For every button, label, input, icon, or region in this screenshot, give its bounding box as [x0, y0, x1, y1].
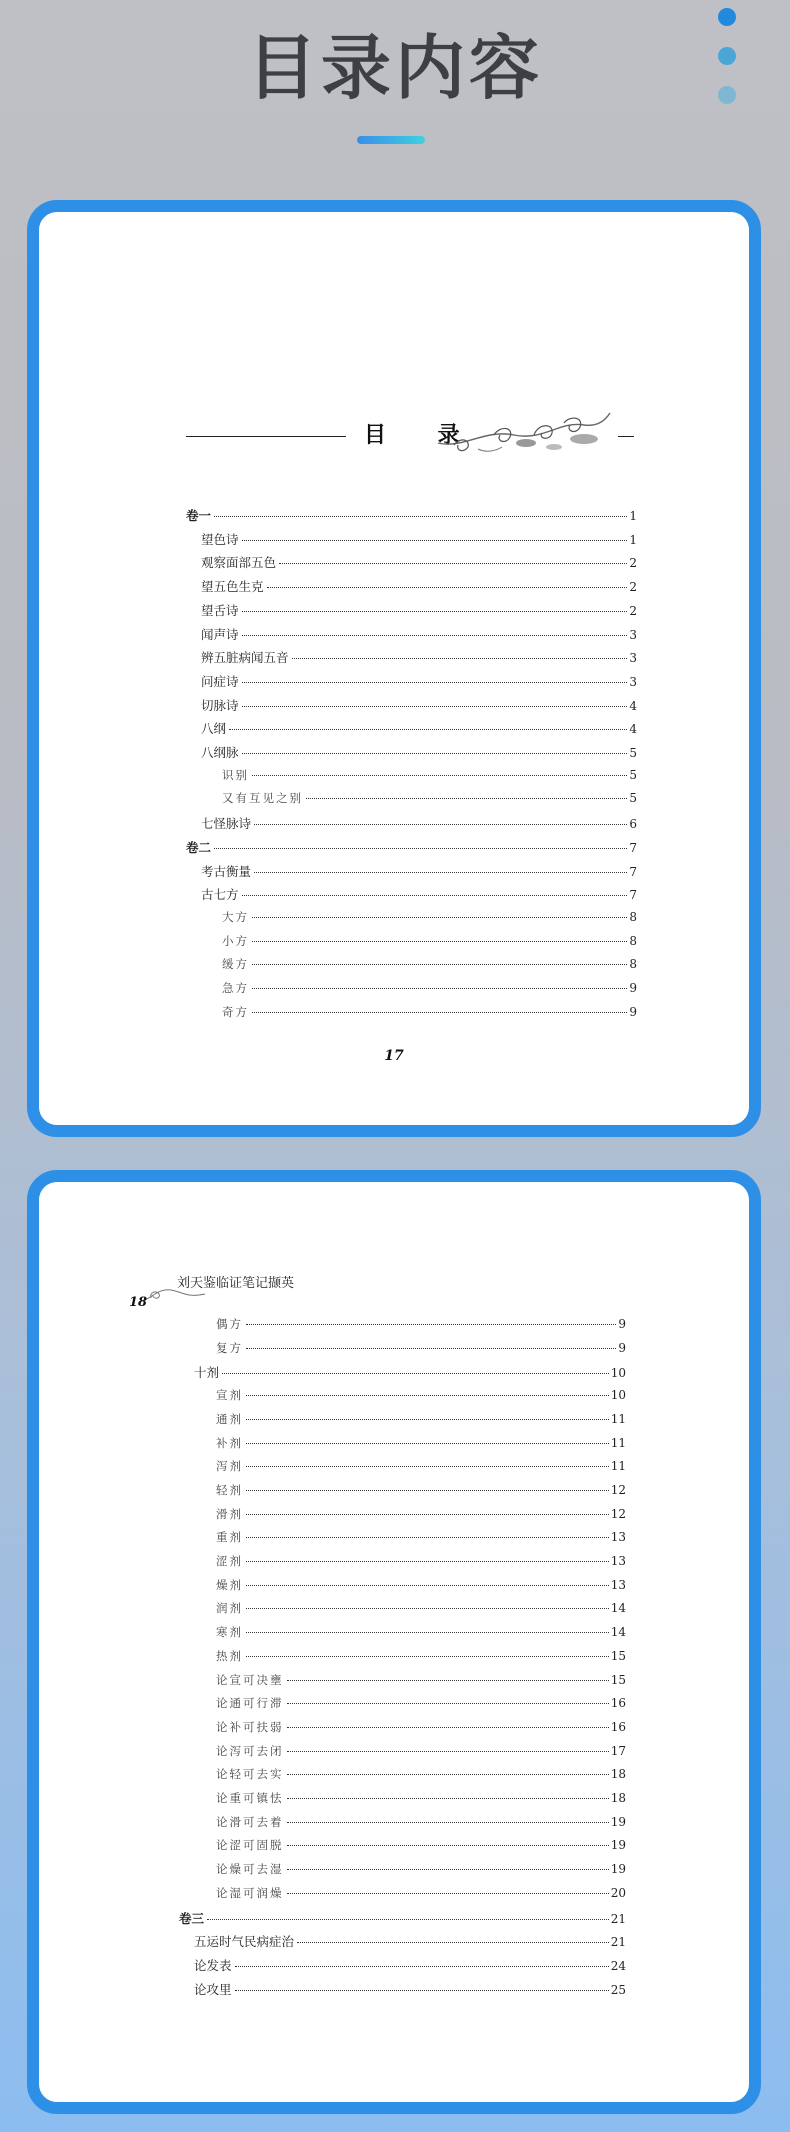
toc-entry-title: 又有互见之别 — [222, 791, 303, 806]
toc-entry — [216, 1411, 626, 1429]
toc-entry — [216, 1624, 626, 1642]
toc-entry-page: 21 — [610, 1911, 626, 1926]
floral-ornament-icon — [434, 409, 614, 457]
toc-entry-title: 古七方 — [201, 887, 239, 903]
dot-leader — [246, 1561, 609, 1562]
toc-entry-page: 12 — [610, 1482, 626, 1497]
toc-entry-page: 8 — [629, 933, 637, 948]
toc-entry-title: 偶方 — [216, 1317, 243, 1331]
toc-entry — [201, 885, 637, 903]
toc-entry — [179, 1909, 626, 1927]
dot-leader — [287, 1798, 609, 1799]
toc-entry-title: 八纲脉 — [201, 745, 239, 760]
toc-entry — [201, 719, 637, 737]
toc-entry-title: 论湿可润燥 — [216, 1885, 284, 1900]
dot-leader — [287, 1845, 609, 1846]
toc-entry — [222, 933, 637, 951]
toc-entry-page: 9 — [629, 981, 637, 995]
toc-entry-title: 通剂 — [216, 1411, 243, 1426]
toc-entry — [216, 1600, 626, 1618]
dot-leader — [242, 635, 628, 636]
toc-entry-page: 1 — [629, 509, 637, 523]
toc-entry — [194, 1363, 626, 1381]
toc-title: 目 录 — [364, 423, 482, 448]
toc-entry — [201, 625, 637, 643]
dot-leader — [222, 1373, 609, 1374]
toc-entry-title: 望色诗 — [201, 531, 239, 547]
header-rule-right — [618, 436, 634, 437]
toc-entry — [216, 1695, 626, 1713]
toc-entry — [222, 956, 637, 974]
toc-entry — [222, 1004, 637, 1022]
dot-3 — [718, 86, 736, 104]
dot-leader — [297, 1942, 609, 1943]
dot-leader — [242, 706, 628, 707]
toc-entry — [216, 1814, 626, 1832]
toc-entry-page: 3 — [629, 627, 637, 642]
toc-entry-title: 识别 — [222, 767, 249, 782]
toc-entry-page: 13 — [610, 1577, 626, 1592]
toc-entry-page: 14 — [610, 1625, 626, 1640]
toc-entry-title: 轻剂 — [216, 1482, 243, 1497]
toc-entry — [194, 1932, 626, 1950]
dot-leader — [287, 1680, 609, 1681]
dot-leader — [306, 798, 627, 799]
dot-leader — [246, 1608, 609, 1609]
toc-entry — [216, 1885, 626, 1903]
dot-leader — [287, 1893, 609, 1894]
dot-leader — [246, 1395, 609, 1396]
toc-entry-page: 18 — [610, 1791, 626, 1805]
toc-entry-page: 19 — [610, 1862, 626, 1877]
toc-entry — [201, 601, 637, 619]
dot-leader — [246, 1632, 609, 1633]
toc-entry — [216, 1648, 626, 1666]
toc-entry-page: 7 — [629, 864, 637, 879]
dot-leader — [229, 729, 627, 730]
toc-entry-title: 论发表 — [194, 1957, 232, 1973]
toc-entry — [216, 1553, 626, 1571]
dot-leader — [246, 1656, 609, 1657]
toc-entry — [201, 862, 637, 880]
toc-entry-title: 切脉诗 — [201, 697, 239, 713]
toc-page-card-2 — [27, 1170, 761, 2114]
toc-entry-title: 论攻里 — [194, 1981, 232, 1997]
toc-entry-page: 17 — [610, 1743, 626, 1758]
toc-entry-title: 辨五脏病闻五音 — [201, 650, 289, 666]
toc-entry-page: 2 — [629, 603, 637, 618]
toc-entry — [216, 1577, 626, 1595]
toc-entry — [201, 577, 637, 595]
dot-leader — [252, 917, 627, 918]
toc-entry — [222, 790, 637, 808]
toc-entry-title: 考古衡量 — [201, 863, 252, 879]
dot-leader — [279, 563, 627, 564]
toc-entry-title: 卷三 — [179, 1910, 205, 1926]
toc-entry-page: 15 — [610, 1648, 626, 1663]
dot-leader — [235, 1966, 609, 1967]
dot-leader — [287, 1774, 609, 1775]
toc-header — [186, 407, 636, 467]
dot-leader — [287, 1822, 609, 1823]
toc-entry-title: 奇方 — [222, 1004, 249, 1019]
toc-entry-page: 3 — [629, 651, 637, 666]
toc-entry-title: 泻剂 — [216, 1459, 243, 1474]
book-title: 刘天鉴临证笔记撷英 — [177, 1276, 295, 1291]
toc-entry-title: 论通可行滞 — [216, 1696, 284, 1711]
toc-entry-title: 卷二 — [186, 839, 212, 855]
toc-entry — [201, 696, 637, 714]
dot-leader — [252, 941, 627, 942]
dot-leader — [242, 540, 628, 541]
toc-entry — [216, 1482, 626, 1500]
page-number: 17 — [384, 1048, 404, 1064]
toc-entry-title: 热剂 — [216, 1648, 243, 1663]
toc-entry-page: 16 — [610, 1719, 626, 1734]
toc-entry — [216, 1790, 626, 1808]
toc-entry-page: 12 — [610, 1506, 626, 1521]
toc-entry-title: 涩剂 — [216, 1554, 243, 1568]
toc-entry-page: 4 — [629, 698, 637, 713]
toc-entry-title: 重剂 — [216, 1530, 243, 1545]
dot-leader — [254, 824, 627, 825]
toc-entry-title: 宣剂 — [216, 1388, 243, 1403]
toc-entry-page: 9 — [629, 1004, 637, 1019]
toc-entry-title: 润剂 — [216, 1601, 243, 1616]
toc-entry-title: 论轻可去实 — [216, 1767, 284, 1782]
toc-entry-page: 7 — [629, 888, 637, 903]
toc-entry-page: 6 — [629, 817, 637, 832]
toc-entry-page: 14 — [610, 1601, 626, 1616]
toc-entry-title: 缓方 — [222, 957, 249, 972]
toc-entry-page: 2 — [629, 556, 637, 571]
toc-entry-title: 燥剂 — [216, 1577, 243, 1592]
dot-leader — [252, 775, 627, 776]
toc-entry — [216, 1340, 626, 1358]
dot-leader — [246, 1585, 609, 1586]
toc-entry-title: 大方 — [222, 909, 249, 924]
dot-leader — [287, 1727, 609, 1728]
toc-entry-title: 论燥可去湿 — [216, 1862, 284, 1877]
toc-entry-title: 望舌诗 — [201, 602, 239, 618]
toc-entry-page: 5 — [629, 767, 637, 782]
toc-entry — [194, 1956, 626, 1974]
toc-entry-page: 4 — [629, 722, 637, 737]
toc-entry — [201, 672, 637, 690]
page-number: 18 — [129, 1295, 148, 1310]
dot-leader — [287, 1703, 609, 1704]
toc-entry — [216, 1506, 626, 1524]
toc-entry-title: 寒剂 — [216, 1625, 243, 1640]
toc-entry-title: 复方 — [216, 1340, 243, 1355]
toc-entry — [216, 1837, 626, 1855]
toc-entry — [201, 530, 637, 548]
toc-entry-title: 十剂 — [194, 1365, 220, 1381]
dot-leader — [246, 1419, 609, 1420]
toc-entry-title: 论泻可去闭 — [216, 1743, 284, 1758]
toc-entry — [216, 1387, 626, 1405]
toc-entry-page: 9 — [618, 1340, 626, 1355]
title-underline — [357, 136, 425, 144]
toc-entry — [216, 1861, 626, 1879]
toc-entry-title: 论宣可决壅 — [216, 1672, 284, 1687]
toc-entry-page: 11 — [610, 1411, 626, 1426]
header-rule-left — [186, 436, 346, 437]
dot-leader — [246, 1466, 609, 1467]
dot-leader — [252, 964, 627, 965]
dot-leader — [242, 895, 628, 896]
toc-entry-title: 八纲 — [201, 721, 227, 737]
dot-leader — [242, 611, 628, 612]
toc-entry-page: 11 — [610, 1435, 626, 1450]
dot-leader — [214, 516, 627, 517]
toc-entry-page: 19 — [610, 1814, 626, 1829]
toc-entry-page: 15 — [610, 1672, 626, 1687]
dot-leader — [252, 1012, 627, 1013]
toc-entry — [216, 1529, 626, 1547]
toc-entry-page: 20 — [610, 1885, 626, 1900]
dot-leader — [267, 587, 628, 588]
toc-entry — [222, 909, 637, 927]
toc-entry-title: 急方 — [222, 981, 249, 995]
toc-entry-page: 7 — [629, 840, 637, 855]
toc-entry — [222, 767, 637, 785]
toc-entry-page: 9 — [618, 1317, 626, 1331]
toc-entry-page: 19 — [610, 1838, 626, 1853]
decorative-dots — [718, 8, 740, 125]
toc-entry-page: 5 — [629, 746, 637, 760]
toc-entry — [216, 1719, 626, 1737]
toc-entry — [216, 1743, 626, 1761]
toc-entry-page: 5 — [629, 791, 637, 806]
dot-leader — [214, 848, 627, 849]
dot-leader — [254, 872, 627, 873]
toc-entry-page: 13 — [610, 1530, 626, 1545]
toc-entry — [201, 553, 637, 571]
dot-leader — [246, 1443, 609, 1444]
toc-page-card-1 — [27, 200, 761, 1137]
toc-entry-page: 18 — [610, 1767, 626, 1782]
toc-entry-title: 论重可镇怯 — [216, 1791, 284, 1805]
toc-entry-title: 补剂 — [216, 1435, 243, 1450]
dot-leader — [246, 1514, 609, 1515]
dot-leader — [246, 1490, 609, 1491]
toc-entry-title: 小方 — [222, 933, 249, 948]
toc-entry — [222, 980, 637, 998]
toc-entry — [194, 1980, 626, 1998]
dot-leader — [287, 1869, 609, 1870]
dot-leader — [287, 1751, 609, 1752]
toc-entry-title: 滑剂 — [216, 1506, 243, 1521]
dot-leader — [242, 753, 628, 754]
dot-leader — [252, 988, 627, 989]
toc-entry — [201, 814, 637, 832]
toc-entry-title: 论涩可固脱 — [216, 1838, 284, 1853]
toc-entry-page: 10 — [610, 1366, 626, 1381]
toc-entry-title: 七怪脉诗 — [201, 816, 252, 832]
toc-entry-page: 13 — [610, 1554, 626, 1568]
dot-1 — [718, 8, 736, 26]
toc-entry-page: 8 — [629, 909, 637, 924]
toc-entry-page: 16 — [610, 1696, 626, 1711]
toc-entry-title: 卷一 — [186, 508, 212, 523]
dot-leader — [246, 1348, 616, 1349]
toc-entry — [186, 506, 637, 524]
toc-entry-page: 25 — [610, 1982, 626, 1997]
page-title: 目录内容 — [247, 27, 543, 109]
dot-leader — [235, 1990, 609, 1991]
toc-entry-title: 观察面部五色 — [201, 555, 277, 571]
toc-entry-title: 闻声诗 — [201, 626, 239, 642]
toc-entry — [186, 838, 637, 856]
dot-leader — [292, 658, 628, 659]
dot-leader — [246, 1324, 616, 1325]
dot-leader — [246, 1537, 609, 1538]
toc-entry-title: 望五色生克 — [201, 579, 264, 595]
dot-leader — [242, 682, 628, 683]
toc-entry — [216, 1435, 626, 1453]
toc-entry-page: 10 — [610, 1388, 626, 1403]
toc-entry-title: 问症诗 — [201, 673, 239, 689]
toc-entry-page: 21 — [610, 1935, 626, 1950]
toc-entry — [216, 1458, 626, 1476]
dot-2 — [718, 47, 736, 65]
toc-entry-title: 论滑可去着 — [216, 1814, 284, 1829]
toc-entry-page: 1 — [629, 532, 637, 547]
dot-leader — [207, 1919, 609, 1920]
toc-entry — [216, 1316, 626, 1334]
toc-entry — [216, 1766, 626, 1784]
toc-entry-page: 8 — [629, 957, 637, 972]
toc-entry-title: 五运时气民病症治 — [194, 1934, 295, 1950]
toc-entry-page: 2 — [629, 580, 637, 595]
toc-entry-title: 论补可扶弱 — [216, 1719, 284, 1734]
toc-entry — [201, 648, 637, 666]
toc-entry-page: 11 — [610, 1459, 626, 1474]
toc-entry — [201, 743, 637, 761]
toc-entry-page: 3 — [629, 674, 637, 689]
toc-entry — [216, 1672, 626, 1690]
toc-entry-page: 24 — [610, 1958, 626, 1973]
